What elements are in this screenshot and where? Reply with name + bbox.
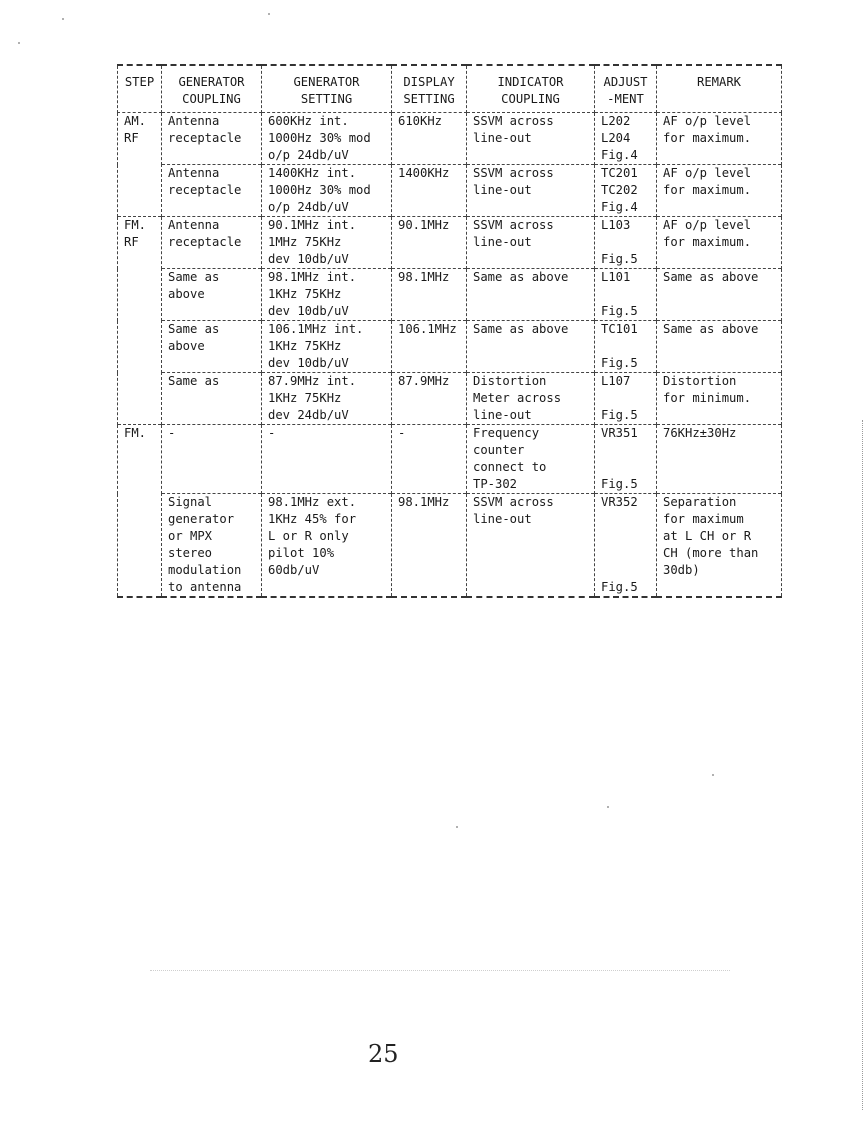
header-adjustment: ADJUST -MENT: [595, 65, 657, 113]
table-row: [118, 165, 782, 217]
table-row: [118, 425, 782, 494]
generator-setting-cell: -: [262, 425, 392, 494]
header-indicator-coupling: INDICATOR COUPLING: [467, 65, 595, 113]
indicator-coupling-cell: SSVM across line-out: [467, 494, 595, 598]
display-setting-cell: 106.1MHz: [392, 321, 467, 373]
indicator-coupling-cell: SSVM across line-out: [467, 217, 595, 269]
generator-coupling-cell: -: [162, 425, 262, 494]
display-setting-cell: 610KHz: [392, 113, 467, 165]
generator-setting-cell: 106.1MHz int. 1KHz 75KHz dev 10db/uV: [262, 321, 392, 373]
indicator-coupling-cell: SSVM across line-out: [467, 113, 595, 165]
remark-cell: Separation for maximum at L CH or R CH (more than 30db): [657, 494, 782, 598]
display-setting-cell: 1400KHz: [392, 165, 467, 217]
adjustment-cell: L107 Fig.5: [595, 373, 657, 425]
remark-cell: 76KHz±30Hz: [657, 425, 782, 494]
scan-edge-mark: [861, 420, 863, 1110]
remark-cell: AF o/p level for maximum.: [657, 217, 782, 269]
adjustment-cell: L103 Fig.5: [595, 217, 657, 269]
display-setting-cell: 87.9MHz: [392, 373, 467, 425]
remark-cell: AF o/p level for maximum.: [657, 165, 782, 217]
header-display-setting: DISPLAY SETTING: [392, 65, 467, 113]
table-row: [118, 321, 782, 373]
generator-coupling-cell: Same as: [162, 373, 262, 425]
scan-speck: [18, 42, 20, 44]
header-generator-setting: GENERATOR SETTING: [262, 65, 392, 113]
remark-cell: Same as above: [657, 269, 782, 321]
table-row: [118, 494, 782, 598]
generator-coupling-cell: Signal generator or MPX stereo modulation to antenna: [162, 494, 262, 598]
generator-coupling-cell: Antenna receptacle: [162, 165, 262, 217]
table-body: [118, 113, 782, 598]
generator-setting-cell: 98.1MHz int. 1KHz 75KHz dev 10db/uV: [262, 269, 392, 321]
generator-coupling-cell: Antenna receptacle: [162, 113, 262, 165]
indicator-coupling-cell: Same as above: [467, 269, 595, 321]
generator-setting-cell: 90.1MHz int. 1MHz 75KHz dev 10db/uV: [262, 217, 392, 269]
scan-speck: [456, 826, 458, 828]
display-setting-cell: 90.1MHz: [392, 217, 467, 269]
generator-setting-cell: 600KHz int. 1000Hz 30% mod o/p 24db/uV: [262, 113, 392, 165]
adjustment-cell: L202 L204 Fig.4: [595, 113, 657, 165]
adjustment-cell: VR352 Fig.5: [595, 494, 657, 598]
generator-setting-cell: 1400KHz int. 1000Hz 30% mod o/p 24db/uV: [262, 165, 392, 217]
step-cell: FM. RF: [118, 217, 162, 425]
display-setting-cell: 98.1MHz: [392, 269, 467, 321]
generator-coupling-cell: Same as above: [162, 321, 262, 373]
indicator-coupling-cell: Same as above: [467, 321, 595, 373]
table-header-row: [118, 65, 782, 113]
indicator-coupling-cell: Distortion Meter across line-out: [467, 373, 595, 425]
table-row: [118, 113, 782, 165]
adjustment-cell: L101 Fig.5: [595, 269, 657, 321]
indicator-coupling-cell: SSVM across line-out: [467, 165, 595, 217]
step-cell: FM.: [118, 425, 162, 598]
scan-speck: [607, 806, 609, 808]
table-row: [118, 217, 782, 269]
generator-setting-cell: 87.9MHz int. 1KHz 75KHz dev 24db/uV: [262, 373, 392, 425]
step-cell: AM. RF: [118, 113, 162, 217]
table-row: [118, 373, 782, 425]
header-step: STEP: [118, 65, 162, 113]
display-setting-cell: -: [392, 425, 467, 494]
generator-setting-cell: 98.1MHz ext. 1KHz 45% for L or R only pilot 10% 60db/uV: [262, 494, 392, 598]
indicator-coupling-cell: Frequency counter connect to TP-302: [467, 425, 595, 494]
scan-speck: [268, 13, 270, 15]
scan-smudge: [150, 970, 730, 971]
page-number: 25: [368, 1040, 399, 1068]
header-generator-coupling: GENERATOR COUPLING: [162, 65, 262, 113]
remark-cell: Same as above: [657, 321, 782, 373]
remark-cell: Distortion for minimum.: [657, 373, 782, 425]
table-row: [118, 269, 782, 321]
display-setting-cell: 98.1MHz: [392, 494, 467, 598]
header-remark: REMARK: [657, 65, 782, 113]
generator-coupling-cell: Same as above: [162, 269, 262, 321]
scan-speck: [712, 774, 714, 776]
remark-cell: AF o/p level for maximum.: [657, 113, 782, 165]
alignment-table: [117, 64, 782, 598]
generator-coupling-cell: Antenna receptacle: [162, 217, 262, 269]
adjustment-cell: TC101 Fig.5: [595, 321, 657, 373]
alignment-table-container: [117, 64, 781, 598]
adjustment-cell: TC201 TC202 Fig.4: [595, 165, 657, 217]
adjustment-cell: VR351 Fig.5: [595, 425, 657, 494]
scan-speck: [62, 18, 64, 20]
